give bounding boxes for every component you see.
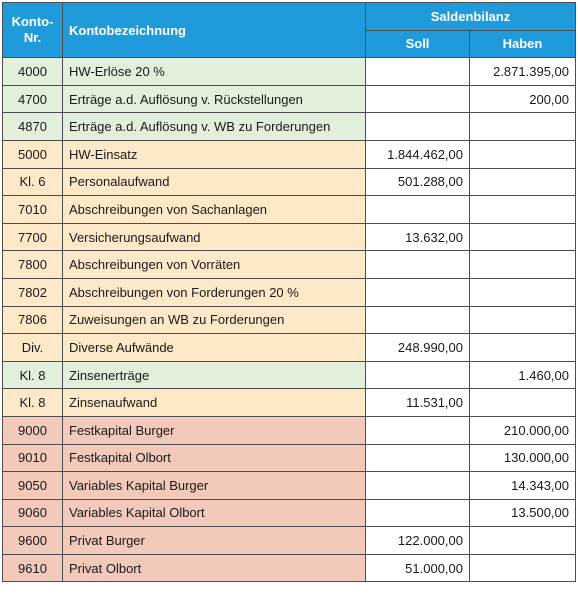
table-row xyxy=(3,361,576,389)
konto-cell: 7700 xyxy=(3,223,63,251)
konto-cell: Kl. 8 xyxy=(3,389,63,417)
haben-cell: 200,00 xyxy=(470,85,576,113)
soll-cell xyxy=(366,416,470,444)
table-row xyxy=(3,58,576,86)
konto-cell: 9010 xyxy=(3,444,63,472)
konto-cell: Kl. 8 xyxy=(3,361,63,389)
haben-cell xyxy=(470,251,576,279)
soll-cell: 122.000,00 xyxy=(366,527,470,555)
konto-cell: 9600 xyxy=(3,527,63,555)
konto-cell: Kl. 6 xyxy=(3,168,63,196)
haben-cell xyxy=(470,334,576,362)
soll-cell: 51.000,00 xyxy=(366,554,470,582)
haben-cell: 130.000,00 xyxy=(470,444,576,472)
soll-cell: 1.844.462,00 xyxy=(366,140,470,168)
konto-nr-header xyxy=(3,3,63,58)
kontobezeichnung-cell: Abschreibungen von Vorräten xyxy=(63,251,366,279)
konto-cell: Div. xyxy=(3,334,63,362)
soll-cell xyxy=(366,113,470,141)
soll-cell xyxy=(366,472,470,500)
table-row xyxy=(3,554,576,582)
kontobezeichnung-cell: Zinsenaufwand xyxy=(63,389,366,417)
haben-cell: 14.343,00 xyxy=(470,472,576,500)
haben-cell xyxy=(470,278,576,306)
header-row-top xyxy=(3,3,576,31)
table-row xyxy=(3,140,576,168)
haben-cell: 2.871.395,00 xyxy=(470,58,576,86)
kontobezeichnung-cell: Privat Olbort xyxy=(63,554,366,582)
table-row xyxy=(3,168,576,196)
konto-cell: 7806 xyxy=(3,306,63,334)
haben-cell xyxy=(470,196,576,224)
konto-cell: 9000 xyxy=(3,416,63,444)
konto-cell: 9610 xyxy=(3,554,63,582)
soll-cell xyxy=(366,251,470,279)
table-row xyxy=(3,334,576,362)
konto-cell: 7800 xyxy=(3,251,63,279)
konto-cell: 4870 xyxy=(3,113,63,141)
kontobezeichnung-cell: Festkapital Olbort xyxy=(63,444,366,472)
konto-header-line1: Konto- xyxy=(11,14,54,30)
haben-cell xyxy=(470,140,576,168)
haben-cell xyxy=(470,389,576,417)
kontobezeichnung-cell: Variables Kapital Olbort xyxy=(63,499,366,527)
haben-cell: 13.500,00 xyxy=(470,499,576,527)
table-row xyxy=(3,278,576,306)
haben-header: Haben xyxy=(470,30,576,58)
konto-cell: 5000 xyxy=(3,140,63,168)
kontobezeichnung-cell: Zinsenerträge xyxy=(63,361,366,389)
table-row xyxy=(3,196,576,224)
soll-cell xyxy=(366,444,470,472)
haben-cell xyxy=(470,527,576,555)
haben-cell xyxy=(470,168,576,196)
kontobezeichnung-cell: Abschreibungen von Forderungen 20 % xyxy=(63,278,366,306)
table-row xyxy=(3,306,576,334)
konto-cell: 9060 xyxy=(3,499,63,527)
table-row xyxy=(3,444,576,472)
table-row xyxy=(3,85,576,113)
kontobezeichnung-cell: HW-Erlöse 20 % xyxy=(63,58,366,86)
soll-cell xyxy=(366,499,470,527)
kontobezeichnung-cell: HW-Einsatz xyxy=(63,140,366,168)
soll-cell xyxy=(366,361,470,389)
haben-cell xyxy=(470,113,576,141)
kontobezeichnung-cell: Zuweisungen an WB zu Forderungen xyxy=(63,306,366,334)
soll-cell xyxy=(366,278,470,306)
haben-cell xyxy=(470,554,576,582)
table-row xyxy=(3,251,576,279)
kontobezeichnung-cell: Diverse Aufwände xyxy=(63,334,366,362)
table-row xyxy=(3,527,576,555)
soll-cell: 13.632,00 xyxy=(366,223,470,251)
haben-cell: 1.460,00 xyxy=(470,361,576,389)
table-row xyxy=(3,416,576,444)
saldenbilanz-header: Saldenbilanz xyxy=(366,3,576,31)
soll-cell: 11.531,00 xyxy=(366,389,470,417)
konto-cell: 9050 xyxy=(3,472,63,500)
kontobezeichnung-header: Kontobezeichnung xyxy=(63,3,366,58)
soll-cell: 248.990,00 xyxy=(366,334,470,362)
kontobezeichnung-cell: Personalaufwand xyxy=(63,168,366,196)
konto-cell: 4000 xyxy=(3,58,63,86)
kontobezeichnung-cell: Erträge a.d. Auflösung v. WB zu Forderungen xyxy=(63,113,366,141)
konto-cell: 7802 xyxy=(3,278,63,306)
kontobezeichnung-cell: Festkapital Burger xyxy=(63,416,366,444)
haben-cell: 210.000,00 xyxy=(470,416,576,444)
kontobezeichnung-cell: Privat Burger xyxy=(63,527,366,555)
soll-header: Soll xyxy=(366,30,470,58)
soll-cell xyxy=(366,196,470,224)
haben-cell xyxy=(470,223,576,251)
kontobezeichnung-cell: Versicherungsaufwand xyxy=(63,223,366,251)
table-row xyxy=(3,499,576,527)
kontobezeichnung-cell: Erträge a.d. Auflösung v. Rückstellungen xyxy=(63,85,366,113)
saldenbilanz-table xyxy=(2,2,576,582)
ledger-body xyxy=(3,58,576,582)
kontobezeichnung-cell: Abschreibungen von Sachanlagen xyxy=(63,196,366,224)
soll-cell xyxy=(366,58,470,86)
konto-header-line2: Nr. xyxy=(23,30,42,46)
table-row xyxy=(3,113,576,141)
soll-cell xyxy=(366,306,470,334)
table-row xyxy=(3,472,576,500)
soll-cell xyxy=(366,85,470,113)
kontobezeichnung-cell: Variables Kapital Burger xyxy=(63,472,366,500)
table-row xyxy=(3,389,576,417)
haben-cell xyxy=(470,306,576,334)
konto-cell: 4700 xyxy=(3,85,63,113)
konto-cell: 7010 xyxy=(3,196,63,224)
soll-cell: 501.288,00 xyxy=(366,168,470,196)
table-row xyxy=(3,223,576,251)
